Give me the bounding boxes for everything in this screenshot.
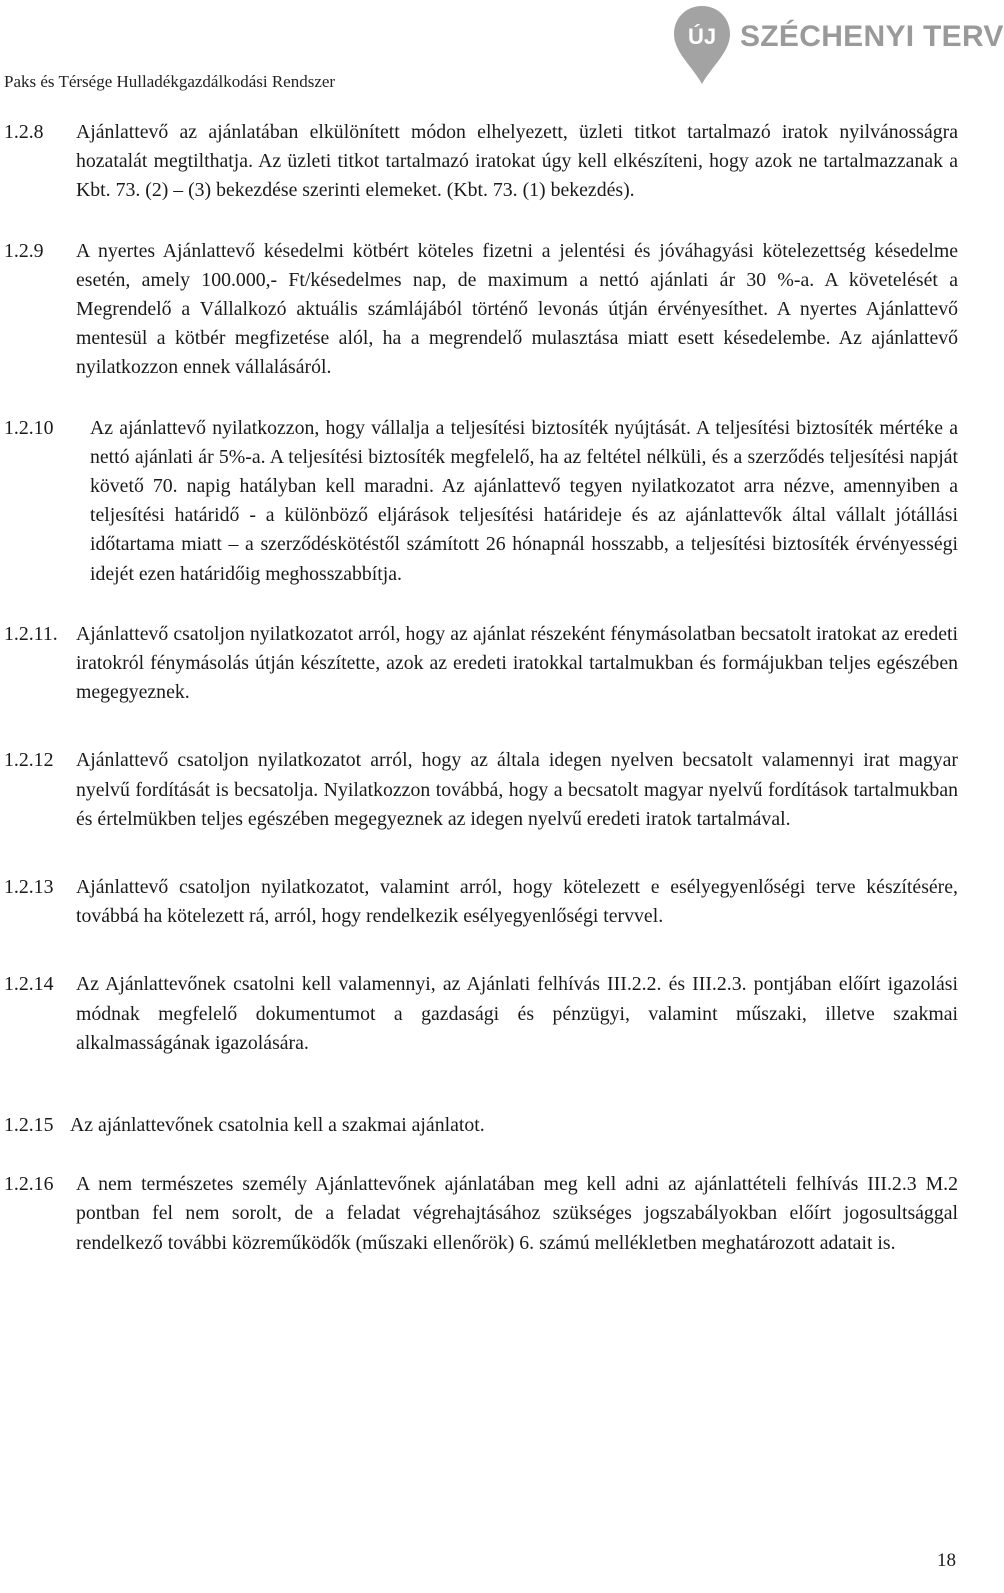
item-text: Ajánlattevő csatoljon nyilatkozatot arról, hogy az ajánlat részeként fénymásolatban becsatolt iratokat az eredeti iratokról fénymásolás útján készítette, azok az eredeti iratokkal tartalmukban és formájukban teljes egészében megegyeznek. <box>76 622 958 704</box>
document-body <box>4 118 958 1287</box>
list-item <box>4 414 958 589</box>
item-text: Ajánlattevő csatoljon nyilatkozatot, valamint arról, hogy kötelezett e esélyegyenlőségi terve készítésére, továbbá ha kötelezett rá, arról, hogy rendelkezik esélyegyenlőségi tervvel. <box>76 876 958 928</box>
list-item <box>4 873 958 931</box>
item-text: Az ajánlattevő nyilatkozzon, hogy vállalja a teljesítési biztosíték nyújtását. A teljesítési biztosíték mértéke a nettó ajánlati ár 5%-a. A teljesítési biztosíték megfelelő, ha az feltétel nélküli, és a szerződés teljesítési napját követő 70. napig hatályban kell maradni. Az ajánlattevő tegyen nyilatkozatot arra nézve, amennyiben a teljesítési határidő - a különböző eljárások teljesítési határideje és az ajánlattevők által vállalt jótállási időtartama miatt – a szerződéskötéstől számított 26 hónapnál hosszabb, a teljesítési biztosíték érvényességi idejét ezen határidőig meghosszabbítja. <box>90 416 958 585</box>
item-number: 1.2.14 <box>4 973 54 996</box>
item-number: 1.2.16 <box>4 1173 54 1196</box>
item-number: 1.2.10 <box>4 416 54 439</box>
list-item <box>4 118 958 206</box>
szechenyi-terv-logo <box>672 4 1004 86</box>
item-number: 1.2.11. <box>4 622 58 645</box>
item-text: A nem természetes személy Ajánlattevőnek ajánlatában meg kell adni az ajánlattételi felhívás III.2.3 M.2 pontban fel nem sorolt, de a feladat végrehajtásához szükséges jogszabályokban előírt jogosultsággal rendelkező további közreműködők (műszaki ellenőrök) 6. számú mellékletben meghatározott adatait is. <box>76 1173 958 1254</box>
logo-mark-icon <box>672 4 732 86</box>
list-item <box>4 1170 958 1258</box>
page-number: 18 <box>937 1550 956 1571</box>
item-text: A nyertes Ajánlattevő késedelmi kötbért köteles fizetni a jelentési és jóváhagyási kötelezettség késedelme esetén, amely 100.000,- Ft/késedelmes nap, de maximum a nettó ajánlati ár 30 %-a. A követelését a Megrendelő a Vállalkozó aktuális számlájából történő levonás útján érvényesíthet. A nyertes Ajánlattevő mentesül a kötbér megfizetése alól, ha a megrendelő mulasztása miatt esett késedelembe. Az ajánlattevő nyilatkozzon ennek vállalásáról. <box>76 239 958 379</box>
item-text: Ajánlattevő az ajánlatában elkülönített módon elhelyezett, üzleti titkot tartalmazó iratok nyilvánosságra hozatalát megtilthatja. Az üzleti titkot tartalmazó iratokat úgy kell elkészíteni, hogy azok ne tartalmazzanak a Kbt. 73. (2) – (3) bekezdése szerinti elemeket. (Kbt. 73. (1) bekezdés). <box>76 121 958 202</box>
list-item <box>4 746 958 834</box>
item-text: Az ajánlattevőnek csatolnia kell a szakmai ajánlatot. <box>70 1114 485 1137</box>
item-text: Az Ajánlattevőnek csatolni kell valamennyi, az Ajánlati felhívás III.2.2. és III.2.3. pontjában előírt igazolási módnak megfelelő dokumentumot a gazdasági és pénzügyi, valamint műszaki, illetve szakmai alkalmasságának igazolására. <box>76 973 958 1054</box>
item-number: 1.2.8 <box>4 121 44 143</box>
item-number: 1.2.15 <box>4 1114 54 1137</box>
document-header-title: Paks és Térsége Hulladékgazdálkodási Rendszer <box>4 72 336 91</box>
item-number: 1.2.12 <box>4 749 54 772</box>
logo-text: SZÉCHENYI TERV <box>740 20 1004 53</box>
list-item <box>4 620 958 708</box>
item-text: Ajánlattevő csatoljon nyilatkozatot arról, hogy az általa idegen nyelven becsatolt valamennyi irat magyar nyelvű fordítását is becsatolja. Nyilatkozzon továbbá, hogy a becsatolt magyar nyelvű fordítások tartalmukban és értelmükben teljes egészében megegyeznek az idegen nyelvű eredeti iratok tartalmával. <box>76 749 958 830</box>
list-item <box>4 1111 958 1140</box>
item-number: 1.2.9 <box>4 239 44 262</box>
item-number: 1.2.13 <box>4 876 54 899</box>
logo-mark-text: ÚJ <box>687 24 717 49</box>
list-item <box>4 970 958 1058</box>
list-item <box>4 237 958 383</box>
